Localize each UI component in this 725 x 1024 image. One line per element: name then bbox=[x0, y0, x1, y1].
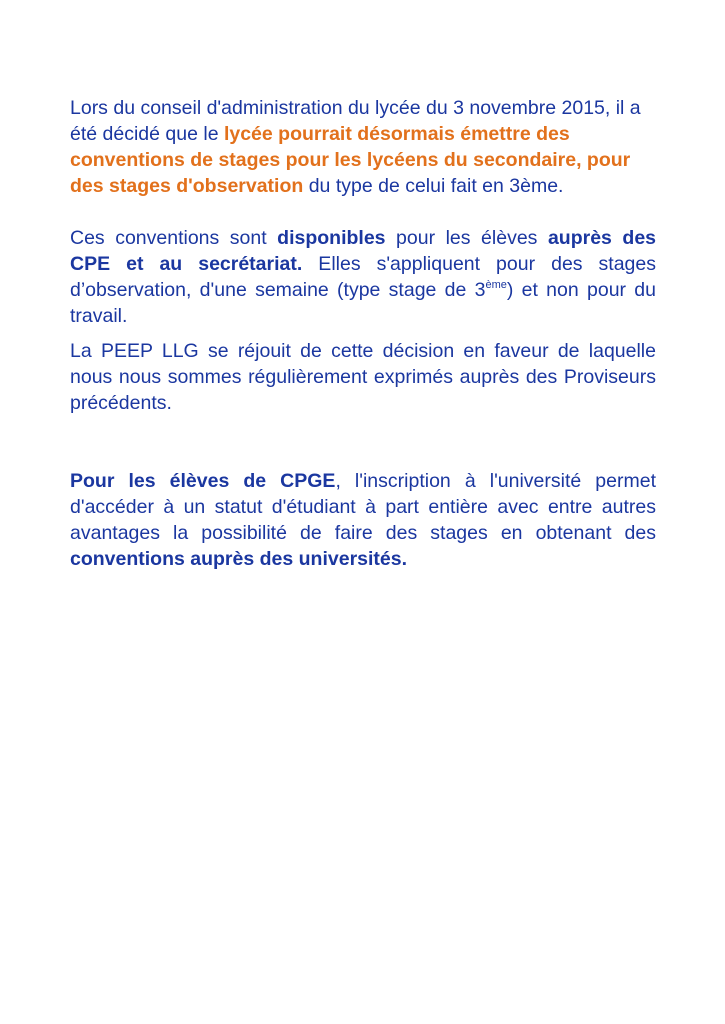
paragraph-peep-text: La PEEP LLG se réjouit de cette décision en faveur de laquelle nous nous sommes régulièrement exprimés auprès des Proviseurs précédents. bbox=[70, 340, 656, 414]
paragraph-peep bbox=[70, 338, 656, 416]
paragraph-conventions-available: disponibles bbox=[277, 227, 386, 249]
paragraph-conventions bbox=[70, 225, 656, 329]
paragraph-decision-intro: Lors du conseil d'administration du lycée du 3 novembre 2015, il a été décidé que le bbox=[70, 97, 641, 145]
paragraph-cpge-title: Pour les élèves de CPGE bbox=[70, 470, 336, 492]
paragraph-cpge-text: , l'inscription à l'université permet d'accéder à un statut d'étudiant à part entière avec entre autres avantages la possibilité de faire des stages en obtenant des bbox=[70, 470, 656, 544]
paragraph-cpge bbox=[70, 468, 656, 572]
paragraph-conventions-superscript: ème bbox=[485, 279, 507, 291]
paragraph-conventions-end: ) et non pour du travail. bbox=[70, 279, 656, 327]
document-body bbox=[70, 95, 656, 572]
paragraph-decision-highlight: lycée pourrait désormais émettre des conventions de stages pour les lycéens du secondaire, pour des stages d'observation bbox=[70, 123, 631, 197]
paragraph-conventions-location: auprès des CPE et au secrétariat. bbox=[70, 227, 657, 275]
paragraph-decision bbox=[70, 95, 656, 199]
paragraph-conventions-details: Elles s'appliquent pour des stages d’observation, d'une semaine (type stage de 3 bbox=[70, 253, 657, 301]
paragraph-conventions-mid: pour les élèves bbox=[385, 227, 548, 249]
paragraph-decision-end: du type de celui fait en 3ème. bbox=[303, 175, 564, 197]
paragraph-cpge-conventions: conventions auprès des universités. bbox=[70, 548, 408, 570]
paragraph-conventions-intro: Ces conventions sont bbox=[70, 227, 278, 249]
